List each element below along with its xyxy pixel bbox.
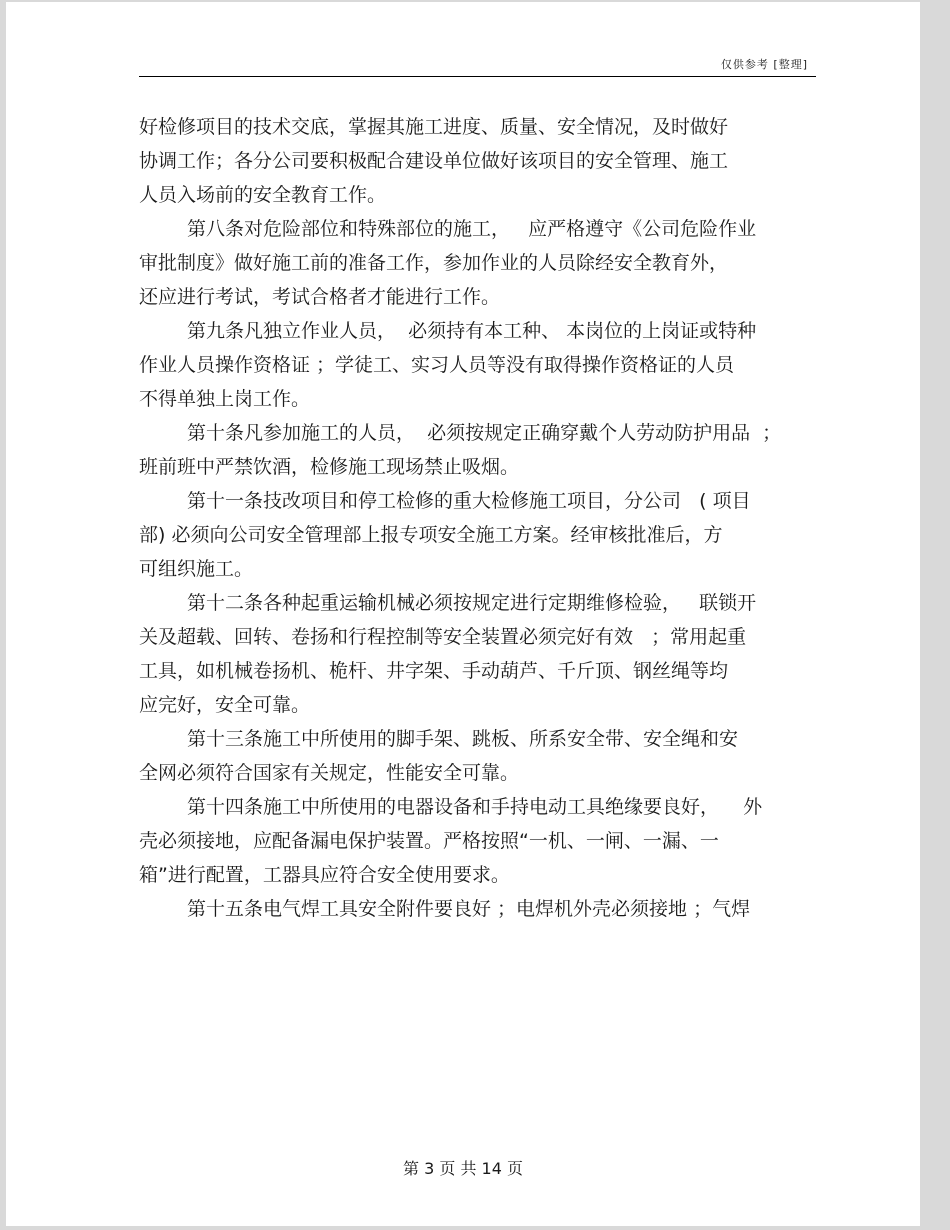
- text-line: 第十五条电气焊工具安全附件要良好 ；电焊机外壳必须接地 ；气焊: [187, 898, 751, 920]
- header-divider: [139, 76, 816, 77]
- text-line: 关及超载、回转、卷扬和行程控制等安全装置必须完好有效 ；常用起重: [139, 626, 747, 648]
- paragraph: [139, 416, 829, 484]
- paragraph: [139, 790, 829, 892]
- paragraph: [139, 110, 829, 212]
- text-line: 人员入场前的安全教育工作。: [139, 184, 387, 206]
- text-line: 第八条对危险部位和特殊部位的施工， 应严格遵守《公司危险作业: [187, 218, 757, 240]
- text-line: 第十三条施工中所使用的脚手架、跳板、所系安全带、安全绳和安: [187, 728, 739, 750]
- page-footer: 第 3 页 共 14 页: [403, 1159, 523, 1178]
- text-line: 可组织施工。: [139, 558, 254, 580]
- header-label: 仅供参考 [整理]: [720, 58, 808, 71]
- text-line: 第九条凡独立作业人员， 必须持有本工种、 本岗位的上岗证或特种: [187, 320, 757, 342]
- text-line: 作业人员操作资格证 ；学徒工、实习人员等没有取得操作资格证的人员: [139, 354, 735, 376]
- text-line: 审批制度》做好施工前的准备工作，参加作业的人员除经安全教育外，: [139, 252, 729, 274]
- text-line: 工具，如机械卷扬机、桅杆、井字架、手动葫芦、千斤顶、钢丝绳等均: [139, 660, 729, 682]
- text-line: 壳必须接地，应配备漏电保护装置。严格按照“一机、一闸、一漏、一: [139, 830, 719, 852]
- text-line: 协调工作；各分公司要积极配合建设单位做好该项目的安全管理、施工: [139, 150, 729, 172]
- text-line: 不得单独上岗工作。: [139, 388, 311, 410]
- paragraph: [139, 484, 829, 586]
- paragraph: [139, 722, 829, 790]
- text-line: 第十四条施工中所使用的电器设备和手持电动工具绝缘要良好， 外: [187, 796, 763, 818]
- text-line: 第十条凡参加施工的人员， 必须按规定正确穿戴个人劳动防护用品 ；: [187, 422, 782, 444]
- text-line: 全网必须符合国家有关规定，性能安全可靠。: [139, 762, 520, 784]
- text-line: 好检修项目的技术交底，掌握其施工进度、质量、安全情况，及时做好: [139, 116, 729, 138]
- text-line: 还应进行考试，考试合格者才能进行工作。: [139, 286, 501, 308]
- text-line: 箱”进行配置，工器具应符合安全使用要求。: [139, 864, 510, 886]
- text-line: 部) 必须向公司安全管理部上报专项安全施工方案。经审核批准后，方: [139, 524, 723, 546]
- paragraph: [139, 892, 829, 926]
- text-line: 第十二条各种起重运输机械必须按规定进行定期维修检验， 联锁开: [187, 592, 757, 614]
- paragraph: [139, 212, 829, 314]
- paragraph: [139, 586, 829, 722]
- text-line: 应完好，安全可靠。: [139, 694, 311, 716]
- text-line: 班前班中严禁饮酒，检修施工现场禁止吸烟。: [139, 456, 520, 478]
- document-body: [139, 110, 829, 926]
- text-line: 第十一条技改项目和停工检修的重大检修施工项目，分公司 ( 项目: [187, 490, 751, 512]
- paragraph: [139, 314, 829, 416]
- document-page: [6, 2, 920, 1226]
